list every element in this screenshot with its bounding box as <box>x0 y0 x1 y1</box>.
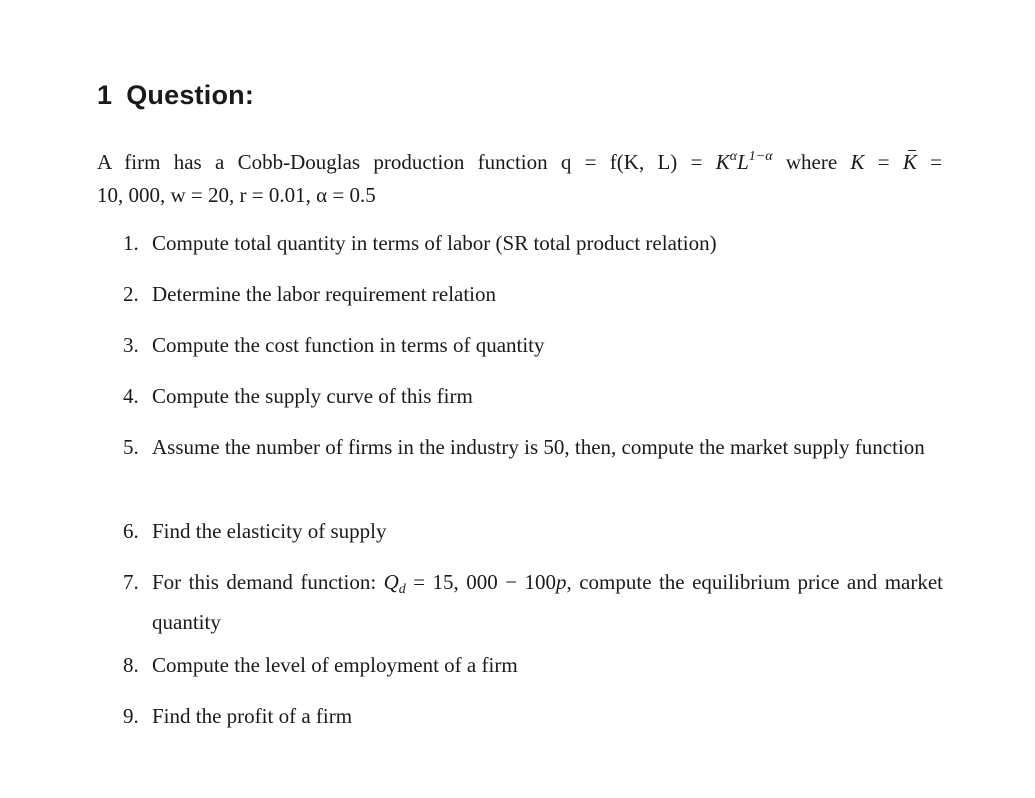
list-item <box>123 380 943 413</box>
section-number: 1 <box>97 80 113 110</box>
item-number: 5. <box>123 435 139 459</box>
item-text-a: For this demand function: <box>152 570 384 594</box>
question-intro <box>97 140 942 212</box>
list-item <box>123 431 943 464</box>
math-K2: K <box>850 150 865 174</box>
item-text-b: = 15, 000 − 100 <box>405 570 556 594</box>
list-item <box>123 278 943 311</box>
item-number: 4. <box>123 384 139 408</box>
item-text: Determine the labor requirement relation <box>152 282 497 306</box>
item-text: Assume the number of firms in the industry is 50, then, compute the market supply function <box>152 435 925 459</box>
math-K: K <box>715 150 730 174</box>
list-item <box>123 227 943 260</box>
math-one-minus-alpha-exponent: 1−α <box>748 149 773 164</box>
item-number: 9. <box>123 704 139 728</box>
math-equals: = <box>864 150 903 174</box>
math-K-bar: K <box>903 146 917 179</box>
intro-text: A firm has a Cobb-Douglas production function q = f(K, L) = <box>97 150 716 174</box>
section-title: Question: <box>126 80 255 110</box>
math-p: p <box>556 570 567 594</box>
intro-line-2: 10, 000, w = 20, r = 0.01, α = 0.5 <box>97 183 376 207</box>
list-item <box>123 649 943 682</box>
item-number: 6. <box>123 519 139 543</box>
item-text: Compute the cost function in terms of quantity <box>152 333 545 357</box>
intro-line-1 <box>97 140 942 179</box>
item-number: 1. <box>123 231 139 255</box>
item-number: 8. <box>123 653 139 677</box>
item-text: Find the elasticity of supply <box>152 519 387 543</box>
list-item <box>123 515 943 548</box>
item-text: Compute total quantity in terms of labor (SR total product relation) <box>152 231 717 255</box>
item-text: Find the profit of a firm <box>152 704 353 728</box>
math-L: L <box>737 150 749 174</box>
item-text <box>152 566 943 639</box>
math-alpha-exponent: α <box>729 149 738 164</box>
item-text: Compute the supply curve of this firm <box>152 384 473 408</box>
math-equals-2: = <box>916 150 942 174</box>
item-text: Compute the level of employment of a firm <box>152 653 518 677</box>
list-item <box>123 566 943 639</box>
item-number: 2. <box>123 282 139 306</box>
math-d-subscript: d <box>398 582 406 597</box>
math-Q: Q <box>383 570 399 594</box>
intro-where: where <box>772 150 851 174</box>
section-heading <box>97 80 254 111</box>
item-text-c: , compute the equilibrium price and market quantity <box>152 570 944 634</box>
list-item <box>123 329 943 362</box>
list-item <box>123 700 943 733</box>
item-number: 7. <box>123 570 139 594</box>
item-number: 3. <box>123 333 139 357</box>
